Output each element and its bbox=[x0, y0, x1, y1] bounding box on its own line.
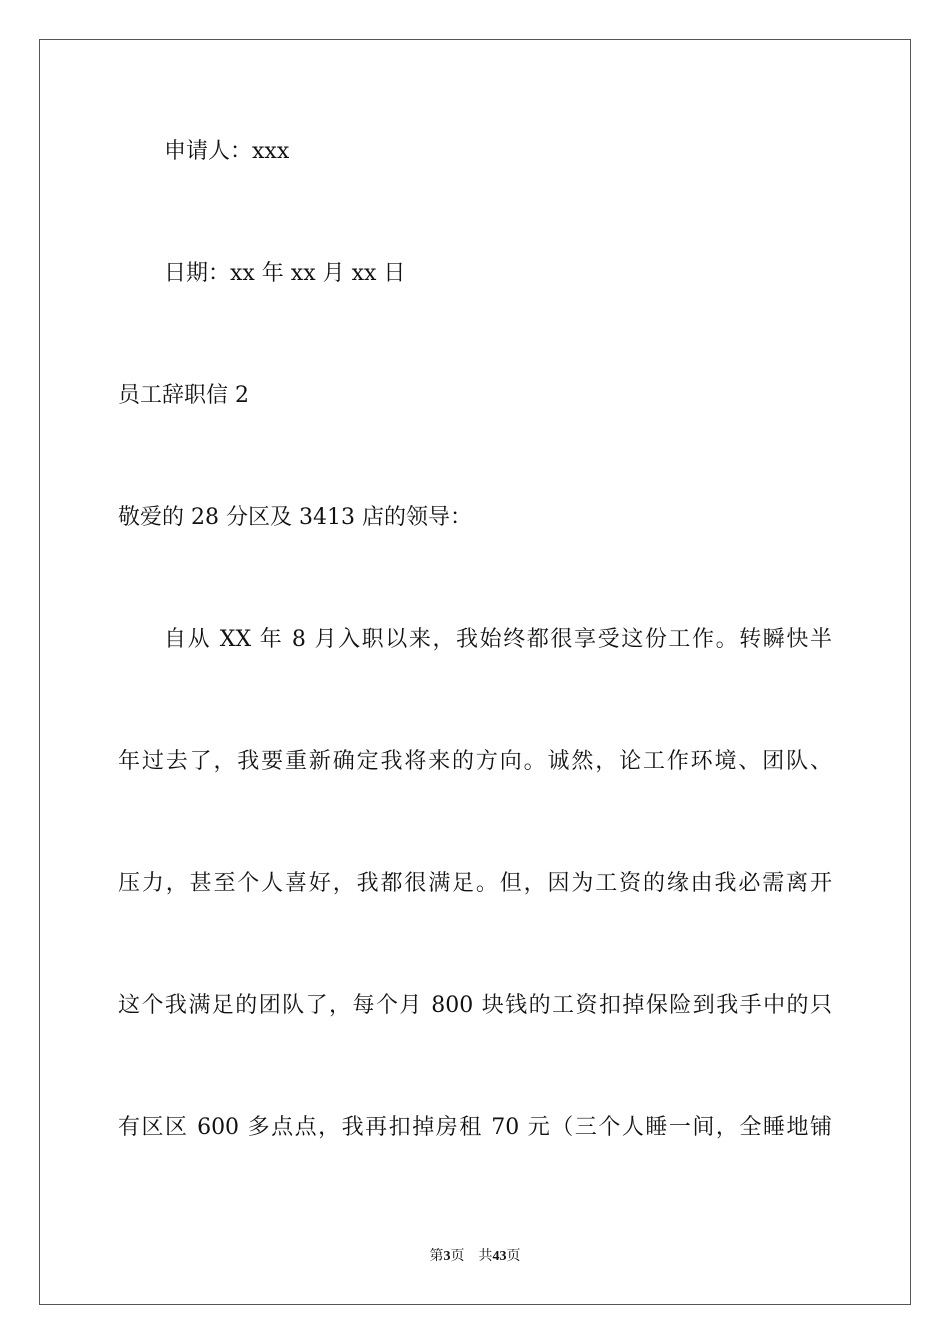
page-prefix: 第 bbox=[429, 1249, 444, 1264]
document-heading: 员工辞职信 2 bbox=[118, 383, 249, 408]
body-line: 有区区 600 多点点，我再扣掉房租 70 元（三个人睡一间，全睡地铺 bbox=[118, 1115, 832, 1140]
page-current: 3 bbox=[443, 1249, 451, 1264]
page-total: 43 bbox=[492, 1249, 507, 1264]
body-line: 自从 XX 年 8 月入职以来，我始终都很享受这份工作。转瞬快半 bbox=[164, 627, 832, 652]
page-suffix: 页 bbox=[506, 1249, 521, 1264]
salutation: 敬爱的 28 分区及 3413 店的领导： bbox=[118, 505, 472, 530]
body-line: 压力，甚至个人喜好，我都很满足。但，因为工资的缘由我必需离开 bbox=[118, 871, 832, 896]
applicant-line: 申请人：xxx bbox=[164, 139, 290, 164]
body-line: 这个我满足的团队了，每个月 800 块钱的工资扣掉保险到我手中的只 bbox=[118, 993, 832, 1018]
page-footer bbox=[0, 1247, 950, 1267]
date-line: 日期：xx 年 xx 月 xx 日 bbox=[164, 261, 406, 286]
page-mid: 页 共 bbox=[450, 1249, 493, 1264]
body-line: 年过去了，我要重新确定我将来的方向。诚然，论工作环境、团队、 bbox=[118, 749, 832, 774]
